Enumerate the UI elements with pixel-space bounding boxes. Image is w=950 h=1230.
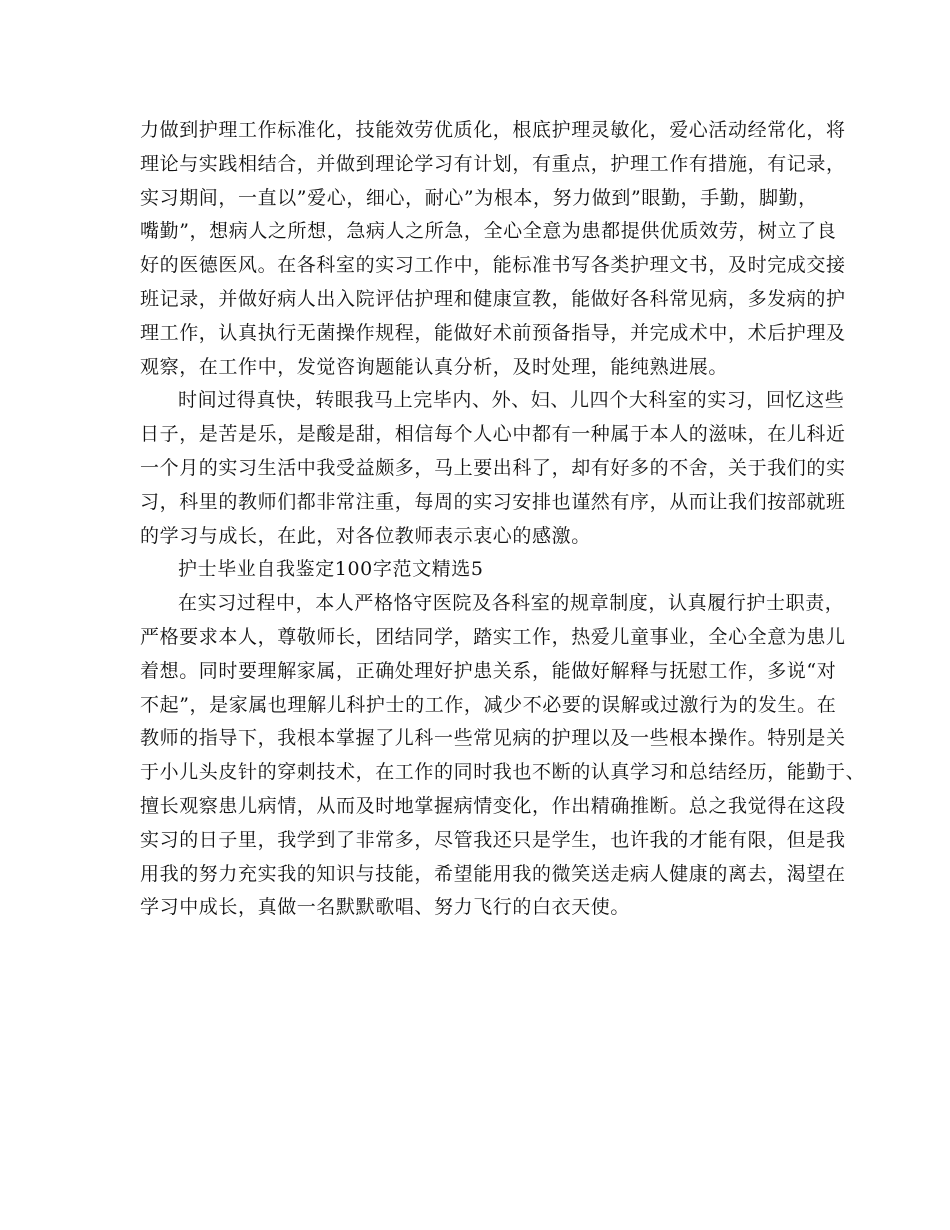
text-line: 班记录，并做好病人出入院评估护理和健康宣教，能做好各科常见病，多发病的护 xyxy=(140,287,846,310)
text-line: 的学习与成长，在此，对各位教师表示衷心的感激。 xyxy=(140,524,591,547)
section-heading: 护士毕业自我鉴定100字范文精选5 xyxy=(178,558,484,581)
text-line: 理工作，认真执行无菌操作规程，能做好术前预备指导，并完成术中，术后护理及 xyxy=(140,321,846,344)
text-line: 严格要求本人，尊敬师长，团结同学，踏实工作，热爱儿童事业，全心全意为患儿 xyxy=(140,625,846,648)
paragraph-start-line: 在实习过程中，本人严格恪守医院及各科室的规章制度，认真履行护士职责， xyxy=(178,592,845,615)
text-line: 着想。同时要理解家属，正确处理好护患关系，能做好解释与抚慰工作，多说“对 xyxy=(140,659,837,682)
text-line: 一个月的实习生活中我受益颇多，马上要出科了，却有好多的不舍，关于我们的实 xyxy=(140,456,846,479)
text-line: 擅长观察患儿病情，从而及时地掌握病情变化，作出精确推断。总之我觉得在这段 xyxy=(140,794,846,817)
text-line: 好的医德医风。在各科室的实习工作中，能标准书写各类护理文书，及时完成交接 xyxy=(140,254,846,277)
paragraph-start-line: 时间过得真快，转眼我马上完毕内、外、妇、儿四个大科室的实习，回忆这些 xyxy=(178,389,845,412)
text-line: 理论与实践相结合，并做到理论学习有计划，有重点，护理工作有措施，有记录， xyxy=(140,152,846,175)
body-text xyxy=(140,114,866,925)
text-line: 教师的指导下，我根本掌握了儿科一些常见病的护理以及一些根本操作。特别是关 xyxy=(140,727,846,750)
text-line: 于小儿头皮针的穿刺技术，在工作的同时我也不断的认真学习和总结经历，能勤于、 xyxy=(140,761,866,784)
text-line: 实习期间，一直以”爱心，细心，耐心”为根本，努力做到”眼勤，手勤，脚勤， xyxy=(140,186,818,209)
text-line: 力做到护理工作标准化，技能效劳优质化，根底护理灵敏化，爱心活动经常化，将 xyxy=(140,119,846,141)
text-line: 嘴勤”，想病人之所想，急病人之所急，全心全意为患都提供优质效劳，树立了良 xyxy=(140,220,837,243)
text-line: 实习的日子里，我学到了非常多，尽管我还只是学生，也许我的才能有限，但是我 xyxy=(140,828,846,851)
text-line: 不起”，是家属也理解儿科护士的工作，减少不必要的误解或过激行为的发生。在 xyxy=(140,693,837,716)
text-line: 日子，是苦是乐，是酸是甜，相信每个人心中都有一种属于本人的滋味，在儿科近 xyxy=(140,423,846,446)
text-line: 观察，在工作中，发觉咨询题能认真分析，及时处理，能纯熟进展。 xyxy=(140,355,729,378)
text-line: 用我的努力充实我的知识与技能，希望能用我的微笑送走病人健康的离去，渴望在 xyxy=(140,862,846,885)
text-line: 学习中成长，真做一名默默歌唱、努力飞行的白衣天使。 xyxy=(140,896,631,919)
text-line: 习，科里的教师们都非常注重，每周的实习安排也谨然有序，从而让我们按部就班 xyxy=(140,490,846,513)
